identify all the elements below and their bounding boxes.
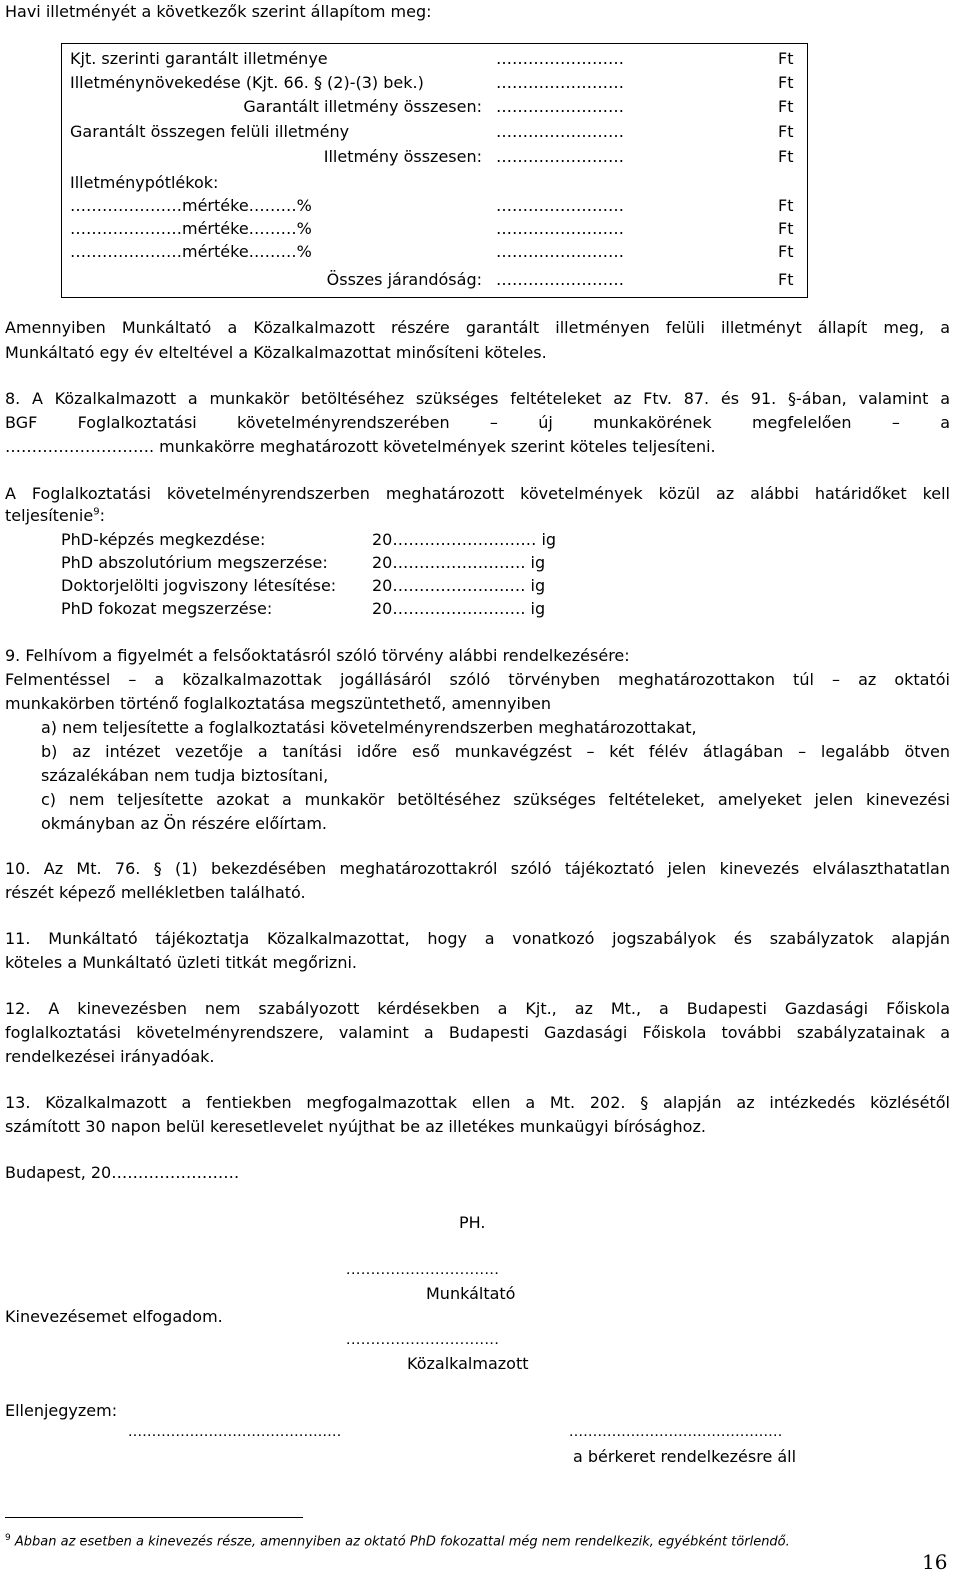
paragraph-line: munkakörben történő foglalkoztatása megszüntethető, amennyiben [5, 694, 552, 713]
table-row-unit: Ft [778, 122, 794, 141]
table-row-label: Kjt. szerinti garantált illetménye [70, 49, 328, 68]
table-row-amount: …………………… [496, 219, 624, 238]
footnote-text: Abban az esetben a kinevezés része, amennyiben az oktató PhD fokozattal még nem rendelkezik, egyébként törlendő. [10, 1534, 790, 1550]
table-row-unit: Ft [778, 147, 794, 166]
table-row-amount: …………………… [496, 242, 624, 261]
employee-label: Közalkalmazott [407, 1354, 529, 1373]
signature-line-countersign: ............................................. [128, 1423, 342, 1440]
paragraph-line: 8. A Közalkalmazott a munkakör betöltéséhez szükséges feltételeket az Ftv. 87. és 91. §-ában, valamint a [5, 389, 950, 408]
table-row-label: Összes járandóság: [326, 270, 482, 289]
paragraph-line: teljesítenie$^9$: [5, 506, 105, 525]
deadline-label: PhD abszolutórium megszerzése: [61, 553, 328, 572]
table-row-amount: …………………… [496, 49, 624, 68]
footnote-ref: 9 [93, 506, 100, 518]
list-item: c) nem teljesítette azokat a munkakör betöltéséhez szükséges feltételeket, amelyeket jelen kinevezési [41, 790, 950, 809]
deadline-label: Doktorjelölti jogviszony létesítése: [61, 576, 337, 595]
deadline-label: PhD-képzés megkezdése: [61, 530, 266, 549]
table-row-unit: Ft [778, 73, 794, 92]
table-row-amount: …………………… [496, 97, 624, 116]
signature-line-employee: ............................... [346, 1331, 500, 1348]
table-row-amount: …………………… [496, 196, 624, 215]
paragraph-line: 13. Közalkalmazott a fentiekben megfogalmazottak ellen a Mt. 202. § alapján az intézkedés közlésétől [5, 1093, 950, 1112]
table-row-label: Garantált illetmény összesen: [243, 97, 482, 116]
table-row-label: …………………mértéke………% [70, 219, 312, 238]
paragraph-line: Amennyiben Munkáltató a Közalkalmazott részére garantált illetményen felüli illetményt állapít meg, a [5, 318, 950, 337]
paragraph-line: részét képező mellékletben található. [5, 883, 306, 902]
table-row-unit: Ft [778, 97, 794, 116]
paragraph-line: ………………………. munkakörre meghatározott követelmények szerint köteles teljesíteni. [5, 437, 716, 456]
deadline-value: 20……………………. ig [372, 553, 546, 572]
footnote-separator [5, 1517, 303, 1518]
paragraph-line: 9. Felhívom a figyelmét a felsőoktatásról szóló törvény alábbi rendelkezésére: [5, 646, 630, 665]
paragraph-line: köteles a Munkáltató üzleti titkát megőrizni. [5, 953, 357, 972]
footnote-number: 9 [5, 1533, 11, 1543]
paragraph-line: 12. A kinevezésben nem szabályozott kérdésekben a Kjt., az Mt., a Budapesti Gazdasági Főiskola [5, 999, 950, 1018]
signature-line-employer: ............................... [346, 1261, 500, 1278]
acceptance-text: Kinevezésemet elfogadom. [5, 1307, 223, 1326]
table-row-unit: Ft [778, 219, 794, 238]
employer-label: Munkáltató [426, 1284, 516, 1303]
paragraph-line: számított 30 napon belül keresetlevelet nyújthat be az illetékes munkaügyi bírósághoz. [5, 1117, 706, 1136]
table-row-unit: Ft [778, 270, 794, 289]
place-date: Budapest, 20…………………… [5, 1163, 240, 1182]
paragraph-line: 11. Munkáltató tájékoztatja Közalkalmazottat, hogy a vonatkozó jogszabályok és szabályzatok alapján [5, 929, 950, 948]
paragraph-line: BGF Foglalkoztatási követelményrendszerében – új munkakörének megfelelően – a [5, 413, 950, 432]
page-number: 16 [922, 1550, 948, 1574]
countersign-label: Ellenjegyzem: [5, 1401, 118, 1420]
deadline-value: 20……………………… ig [372, 530, 557, 549]
signature-line-budget: ............................................. [569, 1423, 783, 1440]
footnote [5, 1533, 790, 1549]
seal-placeholder: PH. [459, 1213, 486, 1232]
table-row-label: Illetmény összesen: [323, 147, 482, 166]
deadline-value: 20……………………. ig [372, 599, 546, 618]
salary-table [61, 43, 808, 298]
table-row-amount: …………………… [496, 122, 624, 141]
list-item: b) az intézet vezetője a tanítási időre eső munkavégzést – két félév átlagában – legalább ötven [41, 742, 950, 761]
table-row-amount: …………………… [496, 147, 624, 166]
budget-label: a bérkeret rendelkezésre áll [573, 1447, 797, 1466]
paragraph-line: Munkáltató egy év elteltével a Közalkalmazottat minősíteni köteles. [5, 343, 547, 362]
deadline-label: PhD fokozat megszerzése: [61, 599, 273, 618]
paragraph-line: Felmentéssel – a közalkalmazottak jogállásáról szóló törvényben meghatározottakon túl – az oktatói [5, 670, 950, 689]
paragraph-line: foglalkoztatási követelményrendszere, valamint a Budapesti Gazdasági Főiskola további szabályzatainak a [5, 1023, 950, 1042]
paragraph-line: 10. Az Mt. 76. § (1) bekezdésében meghatározottakról szóló tájékoztató jelen kinevezés elválaszthatatlan [5, 859, 950, 878]
table-row-unit: Ft [778, 196, 794, 215]
table-row-amount: …………………… [496, 270, 624, 289]
list-item: a) nem teljesítette a foglalkoztatási követelményrendszerben meghatározottakat, [41, 718, 697, 737]
deadline-value: 20………………….… ig [372, 576, 546, 595]
paragraph-line: rendelkezései irányadóak. [5, 1047, 215, 1066]
table-row-label: Illetménynövekedése (Kjt. 66. § (2)-(3) bek.) [70, 73, 424, 92]
table-row-label: …………………mértéke………% [70, 242, 312, 261]
table-row-label: Illetménypótlékok: [70, 173, 219, 192]
list-item: százalékában nem tudja biztosítani, [41, 766, 329, 785]
list-item: okmányban az Ön részére előírtam. [41, 814, 328, 833]
paragraph-line: A Foglalkoztatási követelményrendszerben meghatározott követelmények közül az alábbi határidőket kell [5, 484, 950, 503]
table-row-label: …………………mértéke………% [70, 196, 312, 215]
table-row-unit: Ft [778, 242, 794, 261]
intro-text: Havi illetményét a következők szerint állapítom meg: [5, 2, 432, 21]
table-row-label: Garantált összegen felüli illetmény [70, 122, 350, 141]
table-row-unit: Ft [778, 49, 794, 68]
table-row-amount: …………………… [496, 73, 624, 92]
